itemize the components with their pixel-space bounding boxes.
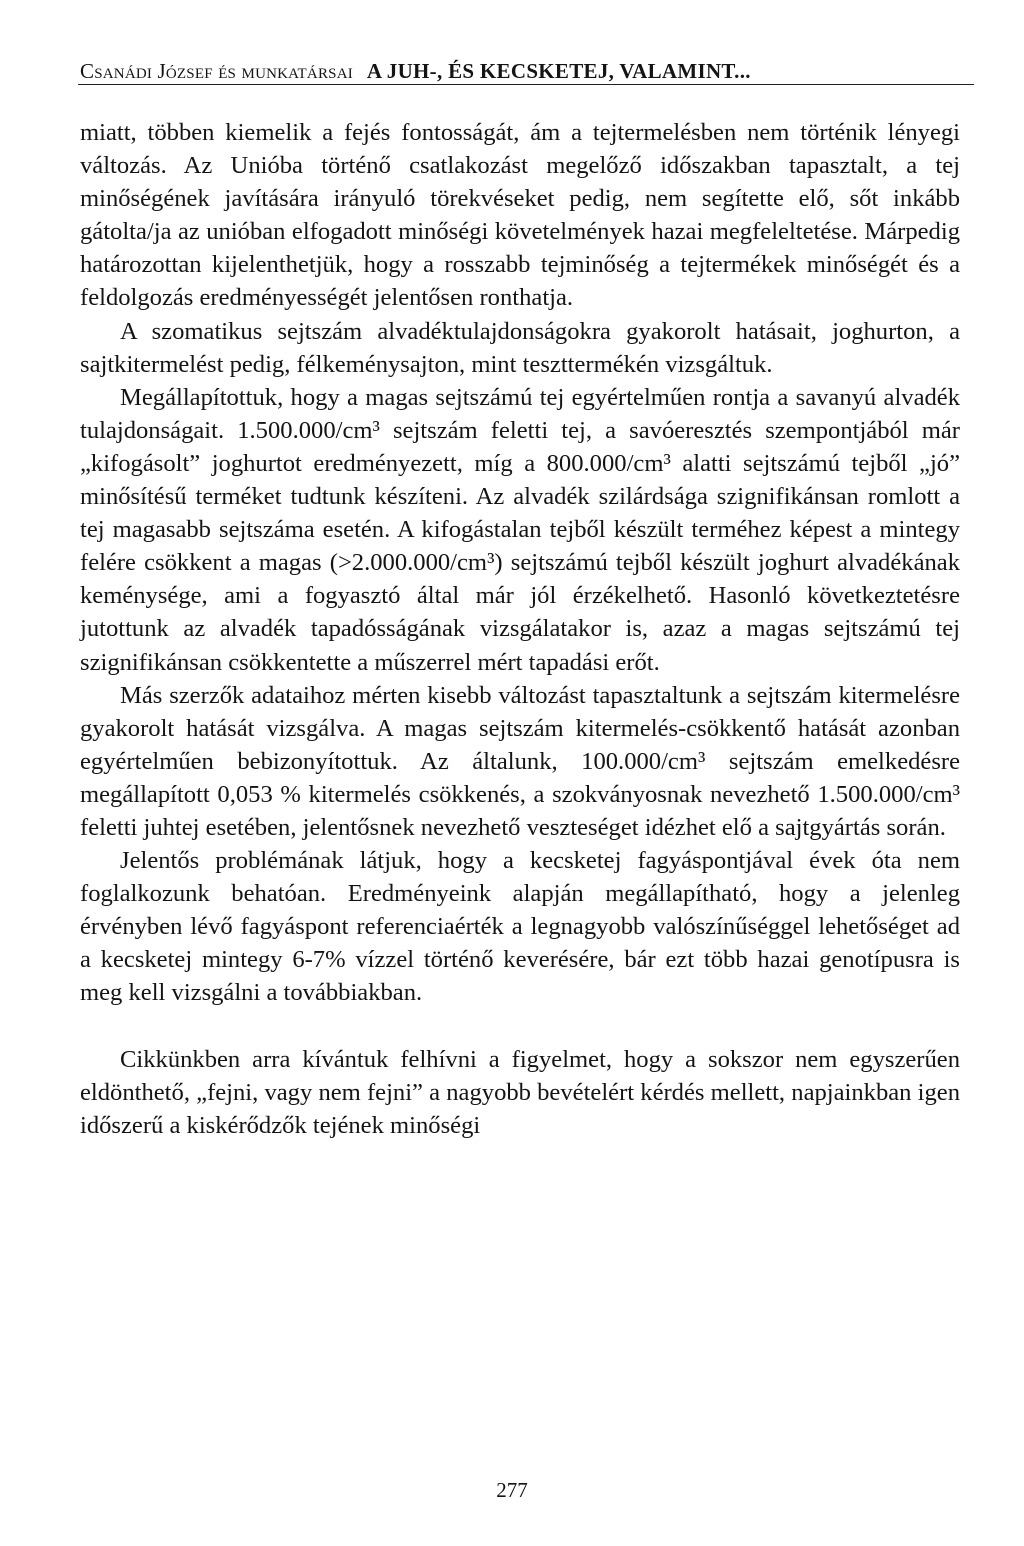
body-text — [80, 116, 960, 1142]
paragraph-6: Cikkünkben arra kívántuk felhívni a figyelmet, hogy a sokszor nem egyszerűen eldönthető, „fejni, vagy nem fejni” a nagyobb bevételért kérdés mellett, napjainkban igen időszerű a kiskérődzők tejének minőségi — [80, 1045, 960, 1139]
page-number: 277 — [496, 1478, 528, 1502]
paragraph-3: Megállapítottuk, hogy a magas sejtszámú tej egyértelműen rontja a savanyú alvadék tulajdonságait. 1.500.000/cm³ sejtszám feletti tej, a savóeresztés szempontjából már „kifogásolt” joghurtot eredményezett, míg a 800.000/cm³ alatti sejtszámú tejből „jó” minősítésű terméket tudtunk készíteni. Az alvadék szilárdsága szignifikánsan romlott a tej magasabb sejtszáma esetén. A kifogástalan tejből készült terméhez képest a mintegy felére csökkent a magas (>2.000.000/cm³) sejtszámú tejből készült joghurt alvadékának keménysége, ami a fogyasztó által már jól érzékelhető. Hasonló következtetésre jutottunk az alvadék tapadósságának vizsgálatakor is, azaz a magas sejtszámú tej szignifikánsan csökkentette a műszerrel mért tapadási erőt. — [80, 383, 960, 676]
paragraph-5: Jelentős problémának látjuk, hogy a kecsketej fagyáspontjával évek óta nem foglalkozunk behatóan. Eredményeink alapján megállapítható, hogy a jelenleg érvényben lévő fagyáspont referenciaérték a legnagyobb valószínűséggel lehetőséget ad a kecsketej mintegy 6-7% vízzel történő keverésére, bár ezt több hazai genotípusra is meg kell vizsgálni a továbbiakban. — [80, 847, 960, 1007]
paragraph-2: A szomatikus sejtszám alvadéktulajdonságokra gyakorolt hatásait, joghurton, a sajtkitermelést pedig, félkeménysajton, mint teszttermékén vizsgáltuk. — [80, 317, 960, 378]
paragraph-1: miatt, többen kiemelik a fejés fontosságát, ám a tejtermelésben nem történik lényegi változás. Az Unióba történő csatlakozást megelőző időszakban tapasztalt, a tej minőségének javítására irányuló törekvéseket pedig, nem segítette elő, sőt inkább gátolta/ja az unióban elfogadott minőségi követelmények hazai megfeleltetése. Márpedig határozottan kijelenthetjük, hogy a rosszabb tejminőség a tejtermékek minőségét és a feldolgozás eredményességét jelentősen ronthatja. — [80, 119, 960, 312]
header-author: Csanádi József és munkatársai — [80, 59, 353, 83]
running-header — [80, 44, 972, 84]
paragraph-4: Más szerzők adataihoz mérten kisebb változást tapasztaltunk a sejtszám kitermelésre gyakorolt hatását vizsgálva. A magas sejtszám kitermelés-csökkentő hatását azonban egyértelműen bebizonyítottuk. Az általunk, 100.000/cm³ sejtszám emelkedésre megállapított 0,053 % kitermelés csökkenés, a szokványosnak nevezhető 1.500.000/cm³ feletti juhtej esetében, jelentősnek nevezhető veszteséget idézhet elő a sajtgyártás során. — [80, 681, 960, 841]
header-rule — [78, 84, 974, 85]
header-title: A JUH-, ÉS KECSKETEJ, VALAMINT... — [366, 59, 751, 83]
